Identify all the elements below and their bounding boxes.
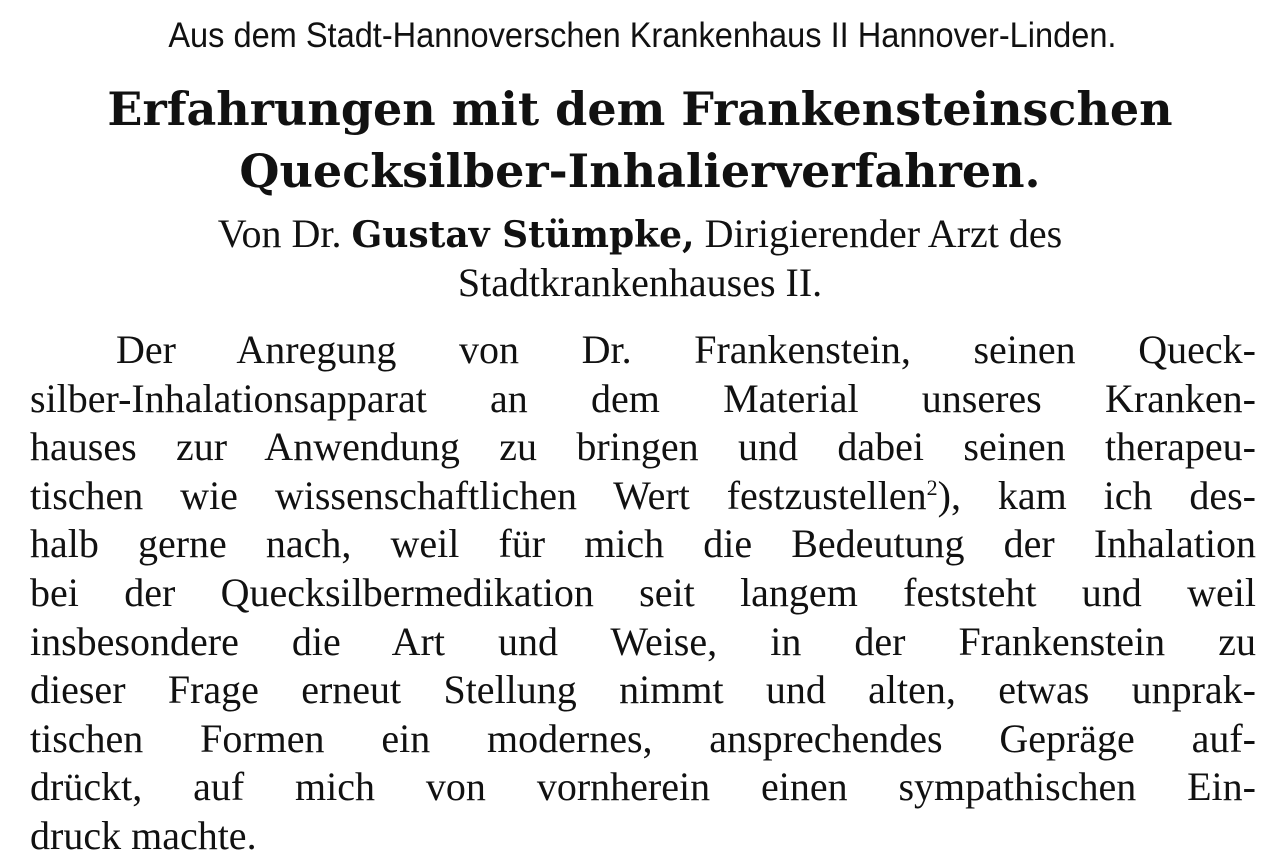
author-name: Gustav Stümpke, (351, 214, 695, 256)
title-line-2: Quecksilber-Inhalierverfahren. (239, 144, 1041, 198)
body-line-tail: ), kam ich des- (937, 472, 1256, 518)
body-line: insbesondere die Art und Weise, in der Frankenstein zu (30, 618, 1256, 664)
title-line-1: Erfahrungen mit dem Frankensteinschen (107, 82, 1173, 136)
article-title (0, 78, 1280, 202)
body-line: hauses zur Anwendung zu bringen und dabei seinen therapeu- (30, 424, 1256, 470)
body-line: druck machte. (30, 812, 257, 858)
body-paragraph (30, 326, 1256, 861)
body-line: drückt, auf mich von vornherein einen sympathischen Ein- (30, 764, 1256, 810)
byline (0, 210, 1280, 307)
byline-line-2: Stadtkrankenhauses II. (457, 260, 823, 305)
body-line (30, 472, 1256, 521)
byline-line-1 (0, 210, 1280, 259)
body-line: Der Anregung von Dr. Frankenstein, seinen Queck- (116, 327, 1256, 372)
body-line: dieser Frage erneut Stellung nimmt und alten, etwas unprak- (30, 667, 1256, 713)
body-line: tischen Formen ein modernes, ansprechendes Gepräge auf- (30, 715, 1256, 761)
footnote-marker: 2 (926, 474, 938, 500)
byline-prefix: Von Dr. (217, 211, 342, 256)
body-line-text: tischen wie wissenschaftlichen Wert festzustellen (30, 472, 927, 518)
author-role: Dirigierender Arzt des (704, 211, 1063, 256)
body-line: bei der Quecksilbermedikation seit langem feststeht und weil (30, 569, 1256, 615)
body-line: silber-Inhalationsapparat an dem Material unseres Kranken- (30, 375, 1256, 421)
body-line: halb gerne nach, weil für mich die Bedeutung der Inhalation (30, 521, 1256, 567)
affiliation-line: Aus dem Stadt-Hannoverschen Krankenhaus II Hannover-Linden. (168, 16, 1117, 55)
